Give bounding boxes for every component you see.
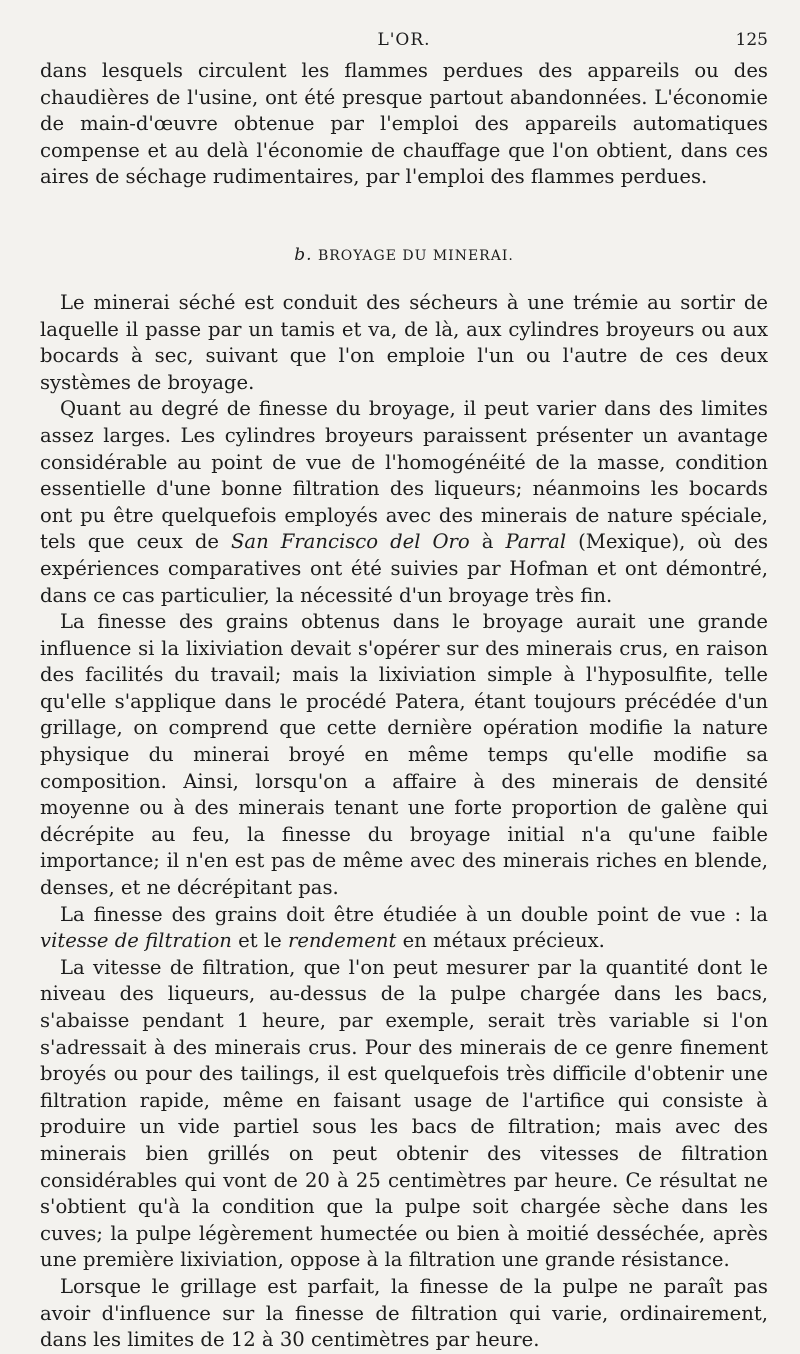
section-heading [40,245,768,266]
running-header [40,30,768,54]
book-page [40,30,769,1352]
body-text [40,58,768,1354]
paragraph-4-text-c: en métaux précieux. [396,929,605,953]
term-rendement: rendement [287,929,397,953]
place-name-san-francisco: San Francisco del Oro [230,530,470,554]
paragraph-4-text-b: et le [231,929,288,953]
section-title-text: BROYAGE DU MINERAI. [317,247,514,264]
place-name-parral: Parral [505,530,567,554]
section-letter: b. [294,244,313,265]
paragraph-2-text-a: Quant au degré de finesse du broyage, il peut varier dans des limites assez larges. Les cylindres broyeurs paraissent présenter un avantage considérable au point de vue de l'homogénéité de la masse, condition essentielle d'une bonne filtration des liqueurs; néanmoins les bocards ont pu être quelquefois employés avec des minerais de nature spéciale, tels que ceux de [40,397,768,554]
page-number: 125 [735,30,768,50]
paragraph-continued: dans lesquels circulent les flammes perdues des appareils ou des chaudières de l'usine, ont été presque partout abandonnées. L'économie de main-d'œuvre obtenue par l'emploi des appareils automatiques compense et au delà l'économie de chauffage que l'on obtient, dans ces aires de séchage rudimentaires, par l'emploi des flammes perdues. [40,59,768,189]
paragraph-6: Lorsque le grillage est parfait, la finesse de la pulpe ne paraît pas avoir d'influence sur la finesse de filtration qui varie, ordinairement, dans les limites de 12 à 30 centimètres par heure. [40,1274,768,1352]
paragraph-5: La vitesse de filtration, que l'on peut mesurer par la quantité dont le niveau des liqueurs, au-dessus de la pulpe chargée dans les bacs, s'abaisse pendant 1 heure, par exemple, serait très variable si l'on s'adressait à des minerais crus. Pour des minerais de ce genre finement broyés ou pour des tailings, il est quelquefois très difficile d'obtenir une filtration rapide, même en faisant usage de l'artifice qui consiste à produire un vide partiel sous les bacs de filtration; mais avec des minerais bien grillés on peut obtenir des vitesses de filtration considérables qui vont de 20 à 25 centimètres par heure. Ce résultat ne s'obtient qu'à la condition que la pulpe soit chargée sèche dans les cuves; la pulpe légèrement humectée ou bien à moitié desséchée, après une première lixiviation, oppose à la filtration une grande résistance. [40,955,768,1272]
term-vitesse-de-filtration: vitesse de filtration [40,929,232,953]
paragraph-4-text-a: La finesse des grains doit être étudiée à un double point de vue : la [60,902,768,926]
paragraph-1: Le minerai séché est conduit des sécheurs à une trémie au sortir de laquelle il passe par un tamis et va, de là, aux cylindres broyeurs ou aux bocards à sec, suivant que l'on emploie l'un ou l'autre de ces deux systèmes de broyage. [40,290,768,394]
running-title: L'OR. [377,30,431,50]
paragraph-4 [40,902,768,955]
paragraph-3: La finesse des grains obtenus dans le broyage aurait une grande influence si la lixiviation devait s'opérer sur des minerais crus, en raison des facilités du travail; mais la lixiviation simple à l'hyposulfite, telle qu'elle s'applique dans le procédé Patera, étant toujours précédée d'un grillage, on comprend que cette dernière opération modifie la nature physique du minerai broyé en même temps qu'elle modifie sa composition. Ainsi, lorsqu'on a affaire à des minerais de densité moyenne ou à des minerais tenant une forte proportion de galène qui décrépite au feu, la finesse du broyage initial n'a qu'une faible importance; il n'en est pas de même avec des minerais riches en blende, denses, et ne décrépitant pas. [40,610,768,900]
paragraph-2-text-b: à [469,530,506,554]
paragraph-2 [40,396,768,609]
paragraph-2-text-c: (Mexique), où des expériences comparatives ont été suivies par Hofman et ont démontré, dans ce cas particulier, la nécessité d'un broyage très fin. [40,530,769,607]
